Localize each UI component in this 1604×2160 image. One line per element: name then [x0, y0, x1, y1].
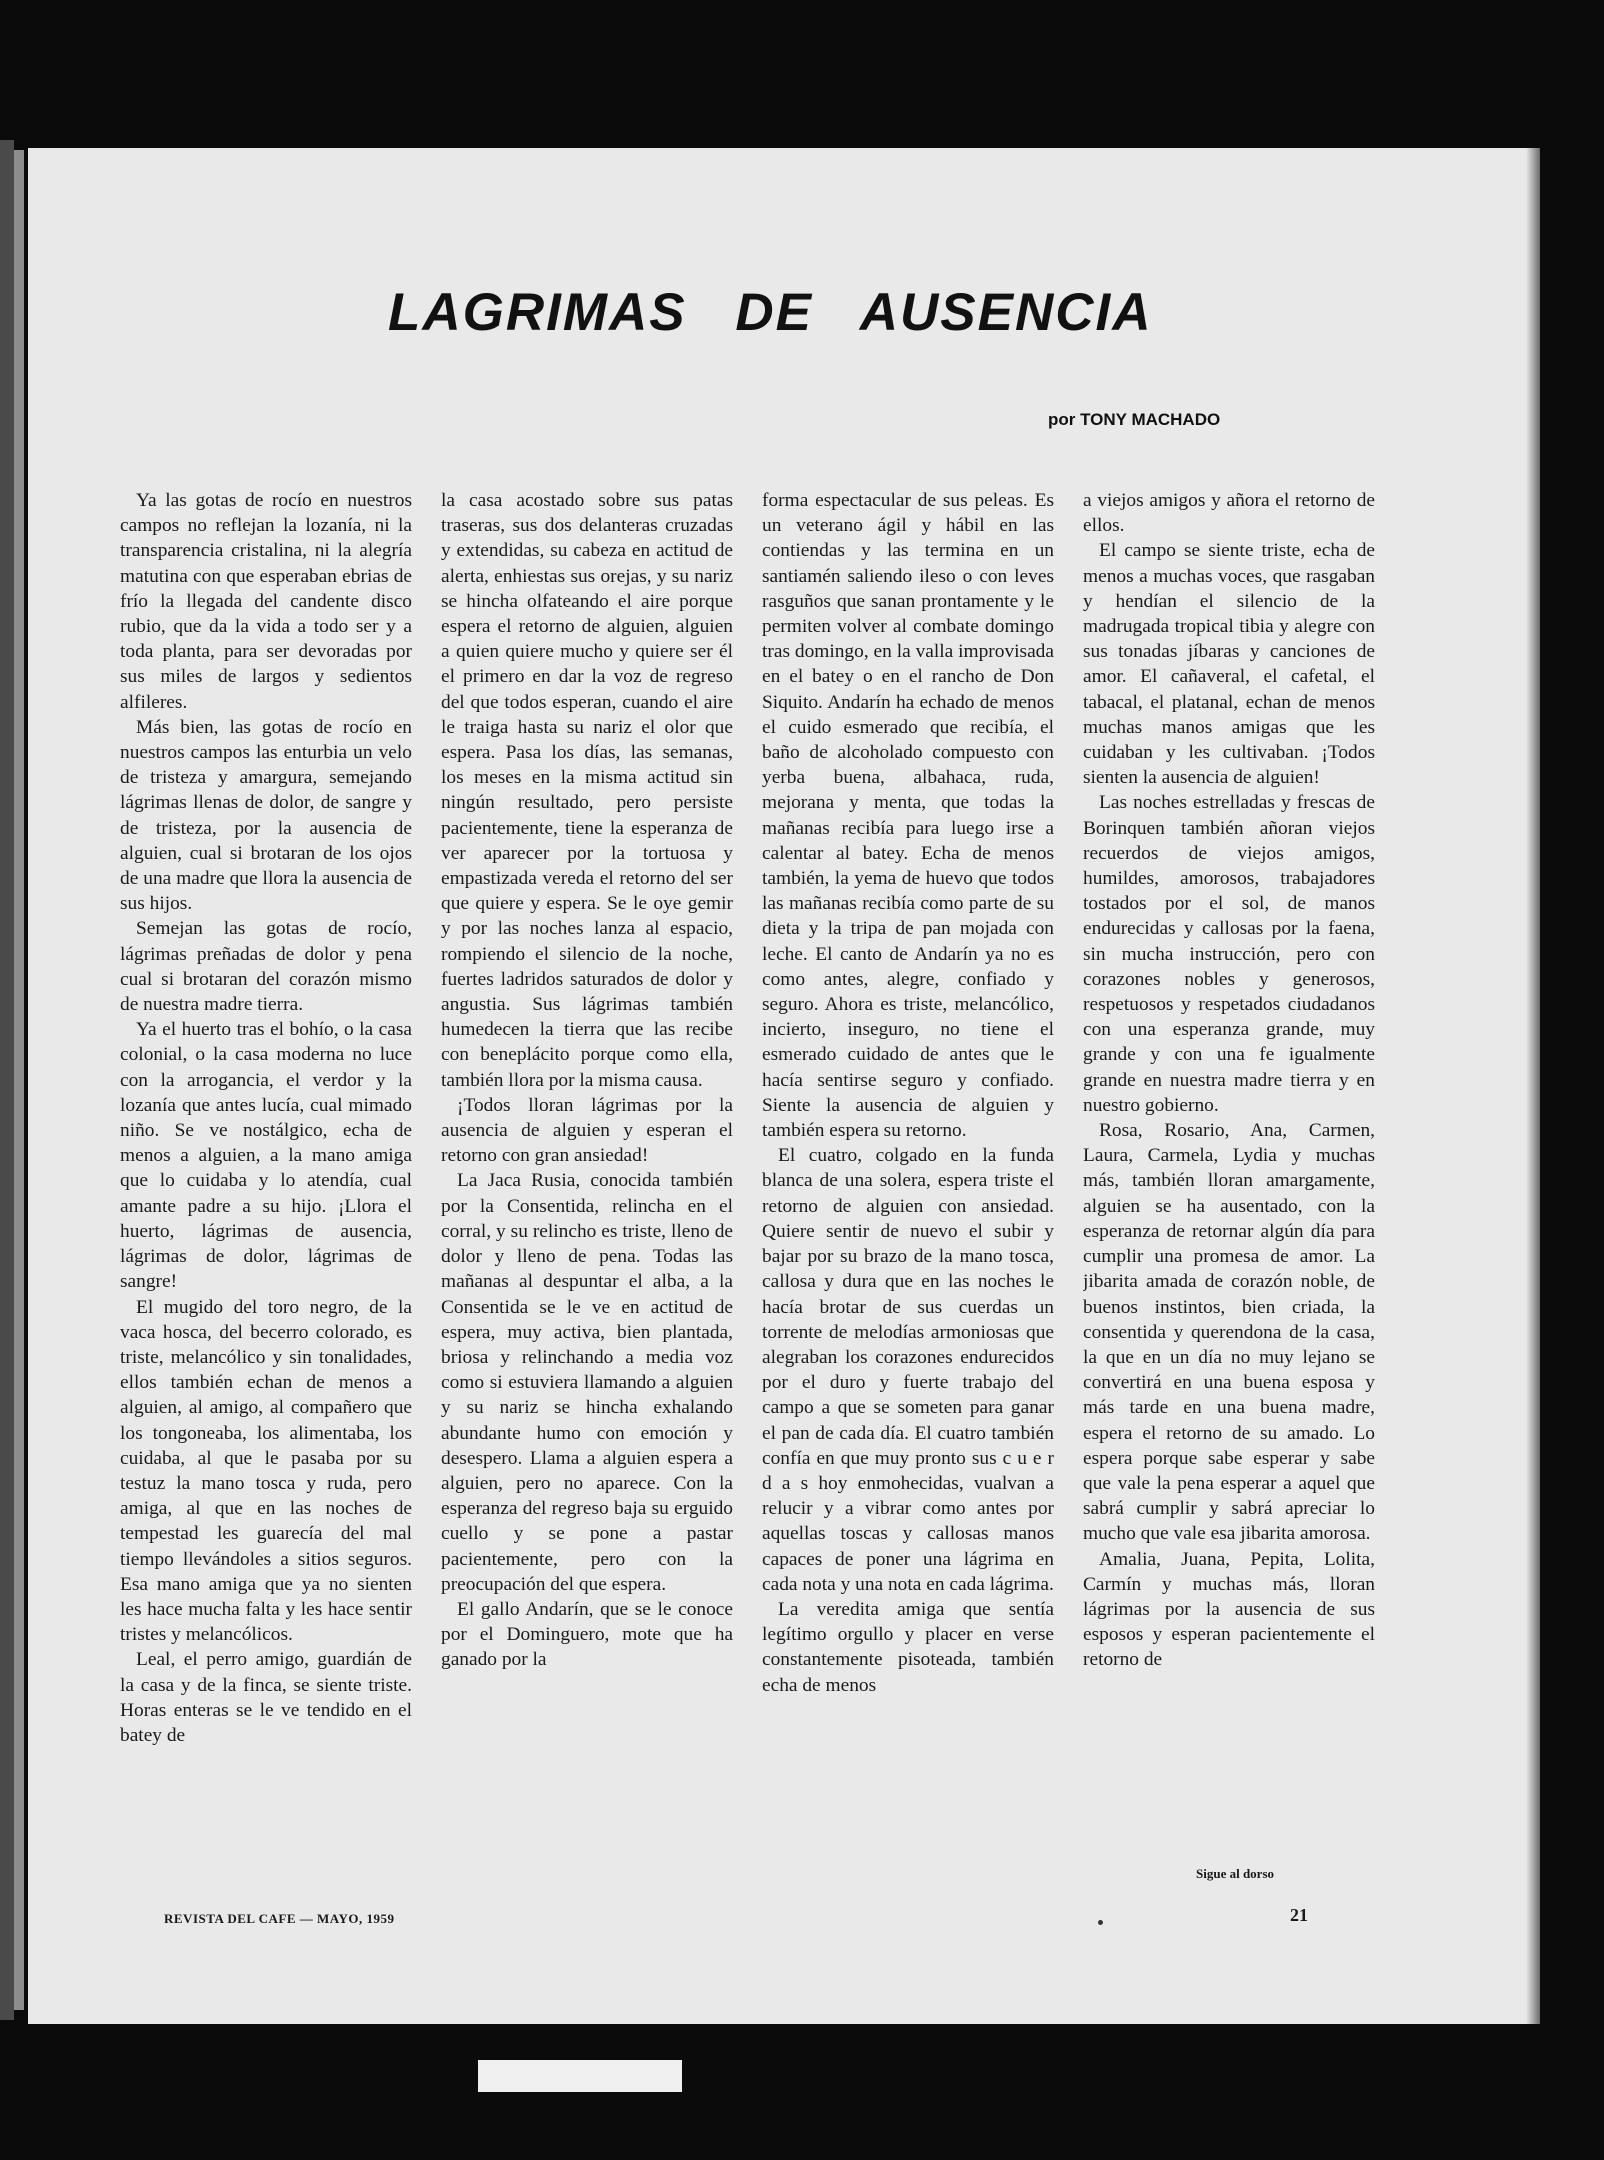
paragraph: Amalia, Juana, Pepita, Lolita, Carmín y muchas más, lloran lágrimas por la ausencia de sus esposos y esperan pacientemente el retorno de	[1083, 1548, 1375, 1671]
paragraph: El mugido del toro negro, de la vaca hosca, del becerro colorado, es triste, melancólico y sin tonalidades, ellos también echan de menos a alguien, al amigo, al compañero que los tongoneaba, los alimentaba, los cuidaba, al que le pasaba por su testuz la mano tosca y ruda, pero amiga, al que en las noches de tempestad les guarecía del mal tiempo llevándoles a sitios seguros. Esa mano amiga que ya no sienten les hace mucha falta y les hace sentir tristes y melancólicos.	[120, 1296, 412, 1646]
text-column-4	[1083, 488, 1375, 1968]
page-binding-shadow	[1526, 148, 1540, 2024]
paragraph: a viejos amigos y añora el retorno de ellos.	[1083, 490, 1375, 537]
paragraph: Leal, el perro amigo, guardián de la casa y de la finca, se siente triste. Horas enteras se le ve tendido en el batey de	[120, 1649, 412, 1746]
print-dot	[1098, 1920, 1103, 1925]
paragraph: Más bien, las gotas de rocío en nuestros campos las enturbia un velo de tristeza y amargura, semejando lágrimas llenas de dolor, de sangre y de tristeza, por la ausencia de alguien, cual si brotaran de los ojos de una madre que llora la ausencia de sus hijos.	[120, 716, 412, 915]
paragraph: la casa acostado sobre sus patas traseras, sus dos delanteras cruzadas y extendidas, su cabeza en actitud de alerta, enhiestas sus orejas, y su nariz se hincha olfateando el aire porque espera el retorno de alguien, alguien a quien quiere mucho y quiere ser él el primero en dar la voz de regreso del que todos esperan, cuando el aire le traiga hasta su nariz el olor que espera. Pasa los días, las semanas, los meses en la misma actitud sin ningún resultado, pero persiste pacientemente, tiene la esperanza de ver aparecer por la tortuosa y empastizada vereda el retorno del ser que quiere y espera. Se le oye gemir y por las noches lanza al espacio, rompiendo el silencio de la noche, fuertes ladridos saturados de dolor y angustia. Sus lágrimas también humedecen la tierra que las recibe con beneplácito porque como ella, también llora por la misma causa.	[441, 490, 733, 1091]
text-column-3	[762, 488, 1054, 2024]
paragraph: Ya el huerto tras el bohío, o la casa colonial, o la casa moderna no luce con la arrogancia, el verdor y la lozanía que antes lucía, cual mimado niño. Se ve nostálgico, echa de menos a alguien, a la mano amiga que lo cuidaba y lo atendía, cual amante padre a su hijo. ¡Llora el huerto, lágrimas de ausencia, lágrimas de dolor, lágrimas de sangre!	[120, 1019, 412, 1293]
continued-note: Sigue al dorso	[1196, 1866, 1275, 1881]
paragraph: Rosa, Rosario, Ana, Carmen, Laura, Carmela, Lydia y muchas más, también lloran amargamente, alguien se ha ausentado, con la esperanza de retornar algún día para cumplir una promesa de amor. La jibarita amada de corazón noble, de buenos instintos, bien criada, la consentida y querendona de la casa, la que en un día no muy lejano se convertirá en una buena esposa y más tarde en una buena madre, espera el retorno de su amado. Lo espera porque sabe esperar y sabe que vale la pena esperar a aquel que sabrá cumplir y sabrá apreciar lo mucho que vale esa jibarita amorosa.	[1083, 1120, 1375, 1545]
paragraph: forma espectacular de sus peleas. Es un veterano ágil y hábil en las contiendas y las termina en un santiamén saliendo ileso o con leves rasguños que sanan prontamente y le permiten volver al combate domingo tras domingo, en la valla improvisada en el batey o en el rancho de Don Siquito. Andarín ha echado de menos el cuido esmerado que recibía, el baño de alcoholado compuesto con yerba buena, albahaca, ruda, mejorana y menta, que todas la mañanas recibía para luego irse a calentar al batey. Echa de menos también, la yema de huevo que todos las mañanas recibía como parte de su dieta y la tripa de pan mojada con leche. El canto de Andarín ya no es como antes, alegre, confiado y seguro. Ahora es triste, melancólico, incierto, inseguro, no tiene el esmerado cuidado de antes que le hacía sentirse seguro y confiado. Siente la ausencia de alguien y también espera su retorno.	[762, 490, 1054, 1142]
adjacent-page-edge	[14, 150, 24, 2010]
text-column-2	[441, 488, 733, 2024]
paragraph: El gallo Andarín, que se le conoce por el Dominguero, mote que ha ganado por la	[441, 1598, 733, 1671]
paragraph: La Jaca Rusia, conocida también por la Consentida, relincha en el corral, y su relincho es triste, lleno de dolor y lleno de pena. Todas las mañanas al despuntar el alba, a la Consentida se le ve en actitud de espera, muy activa, bien plantada, briosa y relinchando a media voz como si estuviera llamando a alguien y su nariz se hincha exhalando abundante humo con emoción y desespero. Llama a alguien espera a alguien, pero no aparece. Con la esperanza del regreso baja su erguido cuello y se pone a pastar pacientemente, pero con la preocupación del que espera.	[441, 1170, 733, 1595]
paragraph: ¡Todos lloran lágrimas por la ausencia de alguien y esperan el retorno con gran ansiedad!	[441, 1094, 733, 1167]
magazine-page	[28, 148, 1540, 2024]
scan-label-strip	[478, 2060, 682, 2092]
paragraph: La veredita amiga que sentía legítimo orgullo y placer en verse constantemente pisoteada, también echa de menos	[762, 1598, 1054, 1696]
article-title: LAGRIMAS DE AUSENCIA	[388, 283, 1153, 342]
article-byline: por TONY MACHADO	[1048, 410, 1221, 429]
paragraph: El campo se siente triste, echa de menos a muchas voces, que rasgaban y hendían el silencio de la madrugada tropical tibia y alegre con sus tonadas jíbaras y canciones de amor. El cañaveral, el cafetal, el tabacal, el platanal, echan de menos muchas manos amigas que les cuidaban y les cultivaban. ¡Todos sienten la ausencia de alguien!	[1083, 540, 1375, 789]
paragraph: Semejan las gotas de rocío, lágrimas preñadas de dolor y pena cual si brotaran del corazón mismo de nuestra madre tierra.	[120, 918, 412, 1016]
paragraph: Las noches estrelladas y frescas de Borinquen también añoran viejos recuerdos de viejos amigos, humildes, amorosos, trabajadores tostados por el sol, de manos endurecidas y callosas por la faena, sin mucha instrucción, pero con corazones nobles y generosos, respetuosos y respetados ciudadanos con una esperanza grande, muy grande y con una fe igualmente grande en nuestra madre tierra y en nuestro gobierno.	[1083, 792, 1375, 1116]
article-body	[120, 488, 1380, 2024]
text-column-1	[120, 488, 412, 2024]
paragraph: El cuatro, colgado en la funda blanca de una solera, espera triste el retorno de alguien con ansiedad. Quiere sentir de nuevo el subir y bajar por su brazo de la mano tosca, callosa y dura que en las noches le hacía brotar de sus cuerdas un torrente de melodías armoniosas que alegraban los corazones endurecidos por el duro y fuerte trabajo del campo a que se someten para ganar el pan de cada día. El cuatro también confía en que muy pronto sus c u e r d a s hoy enmohecidas, vualvan a relucir y a vibrar como antes por aquellas toscas y callosas manos capaces de poner una lágrima en cada nota y una nota en cada lágrima.	[762, 1145, 1054, 1595]
page-number: 21	[1290, 1905, 1308, 1925]
scanner-edge	[0, 140, 14, 2020]
publication-footer: REVISTA DEL CAFE — MAYO, 1959	[164, 1911, 395, 1926]
paragraph: Ya las gotas de rocío en nuestros campos no reflejan la lozanía, ni la transparencia cristalina, ni la alegría matutina con que esperaban ebrias de frío la llegada del candente disco rubio, que da la vida a todo ser y a toda planta, para ser devoradas por sus miles de largos y sedientos alfileres.	[120, 490, 412, 713]
